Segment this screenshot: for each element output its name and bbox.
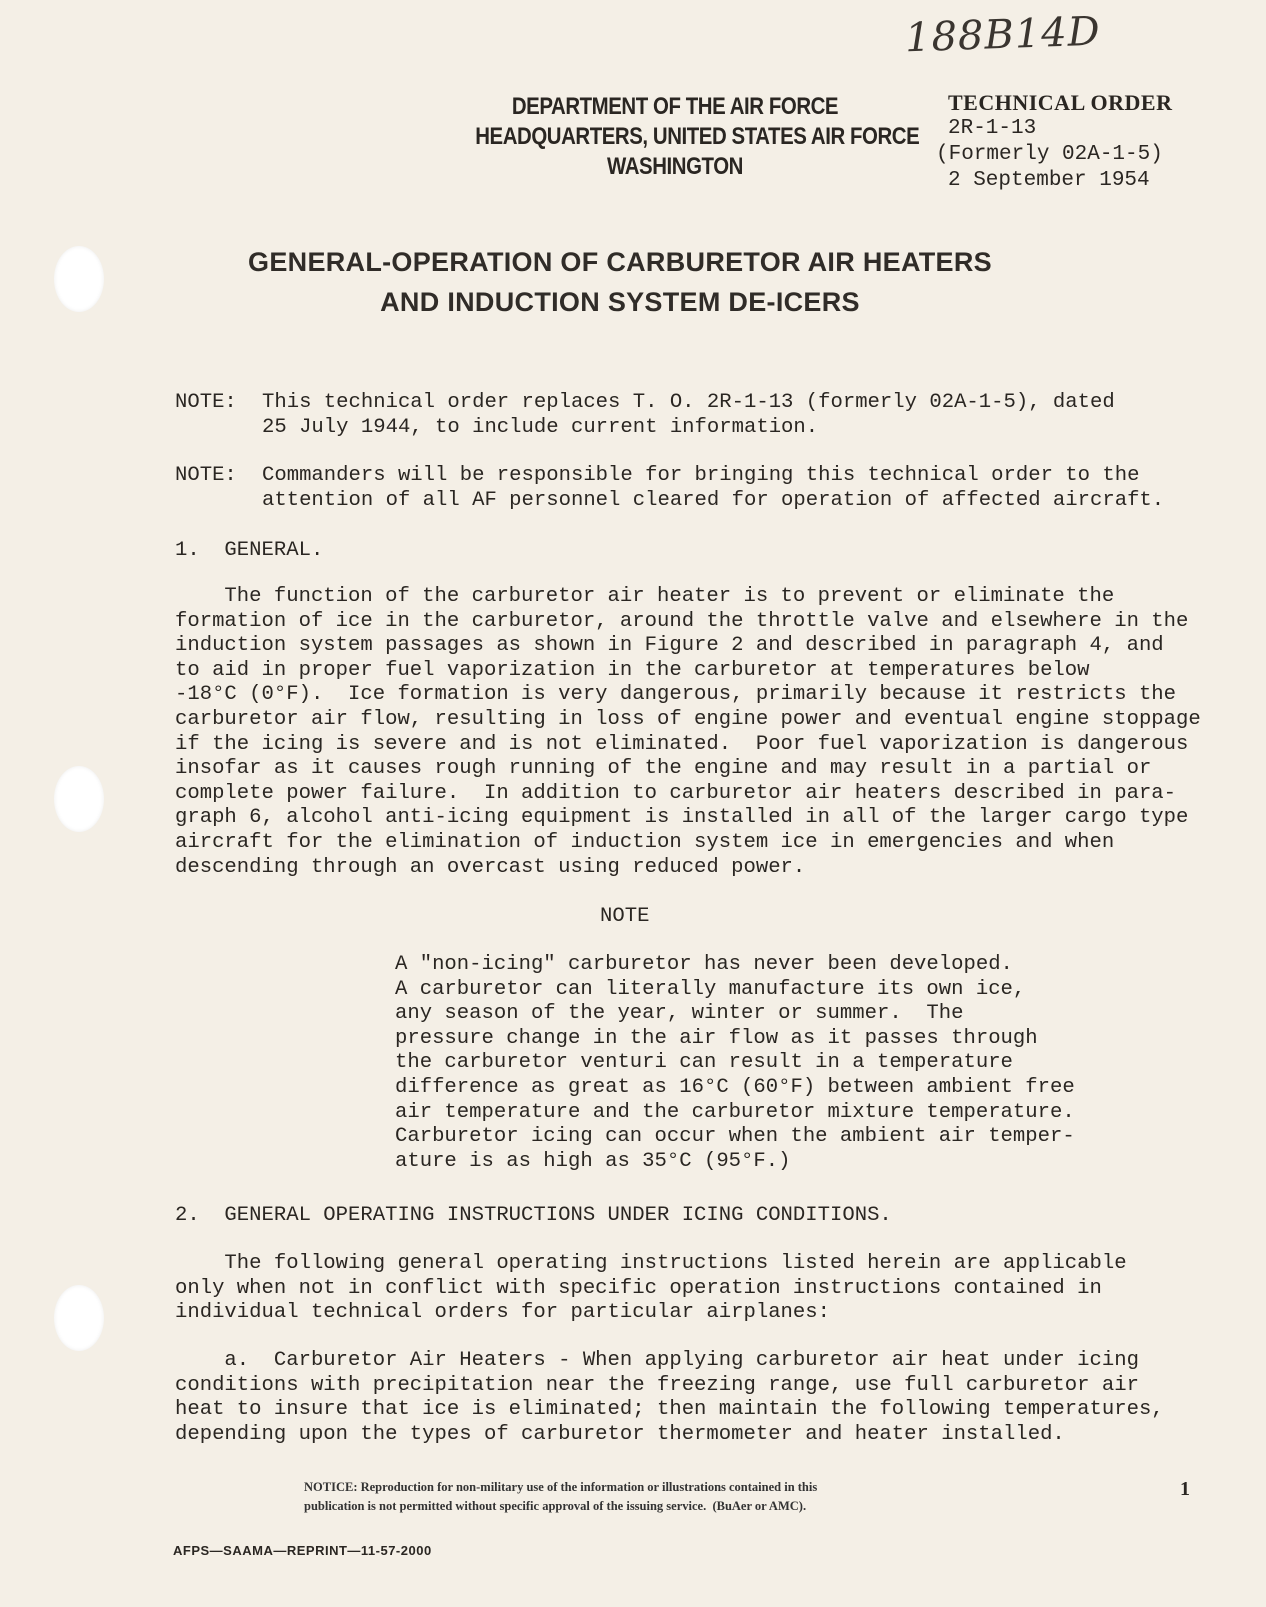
punch-hole-middle [54,766,104,832]
punch-hole-bottom [54,1285,104,1351]
note-1-label: NOTE: [175,391,237,414]
handwritten-reference: 188B14D [904,8,1102,62]
to-date: 2 September 1954 [948,169,1150,192]
note-2-label: NOTE: [175,464,237,487]
note-1-text: This technical order replaces T. O. 2R-1-13 (formerly 02A-1-5), dated 25 July 1944, to include current information. [262,391,1115,439]
department-header [475,92,920,182]
section-1-paragraph: The function of the carburetor air heater is to prevent or eliminate the formation of ice in the carburetor, around the throttle valve and elsewhere in the induction system passages as shown in Figure 2 and described in paragraph 4, and to aid in proper fuel vaporization in the carburetor at temperatures below -18°C (0°F). Ice formation is very dangerous, primarily because it restricts the carburetor air flow, resulting in loss of engine power and eventual engine stoppage if the icing is severe and is not eliminated. Poor fuel vaporization is dangerous insofar as it causes rough running of the engine and may result in a partial or complete power failure. In addition to carburetor air heaters described in para- graph 6, alcohol anti-icing equipment is installed in all of the larger cargo type aircraft for the elimination of induction system ice in emergencies and when descending through an overcast using reduced power. [175,585,1201,879]
section-2-item-a: a. Carburetor Air Heaters - When applying carburetor air heat under icing conditions with precipitation near the freezing range, use full carburetor air heat to insure that ice is eliminated; then maintain the following temperatures, depending upon the types of carburetor thermometer and heater installed. [175,1349,1164,1446]
note-body: A "non-icing" carburetor has never been developed. A carburetor can literally manufacture its own ice, any season of the year, winter or summer. The pressure change in the air flow as it passes through the carburetor venturi can result in a temperature difference as great as 16°C (60°F) between ambient free air temperature and the carburetor mixture temperature. Carburetor icing can occur when the ambient air temper- ature is as high as 35°C (95°F.) [395,953,1075,1173]
dept-line-2: HEADQUARTERS, UNITED STATES AIR FORCE [475,123,920,150]
document-title [180,242,1060,322]
section-2-heading: 2. GENERAL OPERATING INSTRUCTIONS UNDER ICING CONDITIONS. [175,1204,892,1227]
note-heading: NOTE [600,905,650,928]
to-number: 2R-1-13 [948,117,1037,140]
print-footer: AFPS—SAAMA—REPRINT—11-57-2000 [173,1543,432,1558]
dept-line-1: DEPARTMENT OF THE AIR FORCE [511,93,839,120]
section-1-heading: 1. GENERAL. [175,539,324,562]
to-formerly: (Formerly 02A-1-5) [936,143,1163,166]
title-line-1: GENERAL-OPERATION OF CARBURETOR AIR HEATERS [248,247,992,277]
title-line-2: AND INDUCTION SYSTEM DE-ICERS [380,287,860,317]
note-2-text: Commanders will be responsible for bringing this technical order to the attention of all AF personnel cleared for operation of affected aircraft. [262,464,1165,512]
punch-hole-top [54,246,104,312]
technical-order-block [936,90,1173,194]
to-title: TECHNICAL ORDER [948,90,1173,115]
dept-line-3: WASHINGTON [607,153,743,180]
section-2-paragraph: The following general operating instructions listed herein are applicable only when not in conflict with specific operation instructions contained in individual technical orders for particular airplanes: [175,1252,1127,1325]
page-number: 1 [1180,1478,1190,1500]
reproduction-notice: NOTICE: Reproduction for non-military use of the information or illustrations contained in this publication is not permitted without specific approval of the issuing service. (BuAer or AMC). [304,1480,818,1513]
